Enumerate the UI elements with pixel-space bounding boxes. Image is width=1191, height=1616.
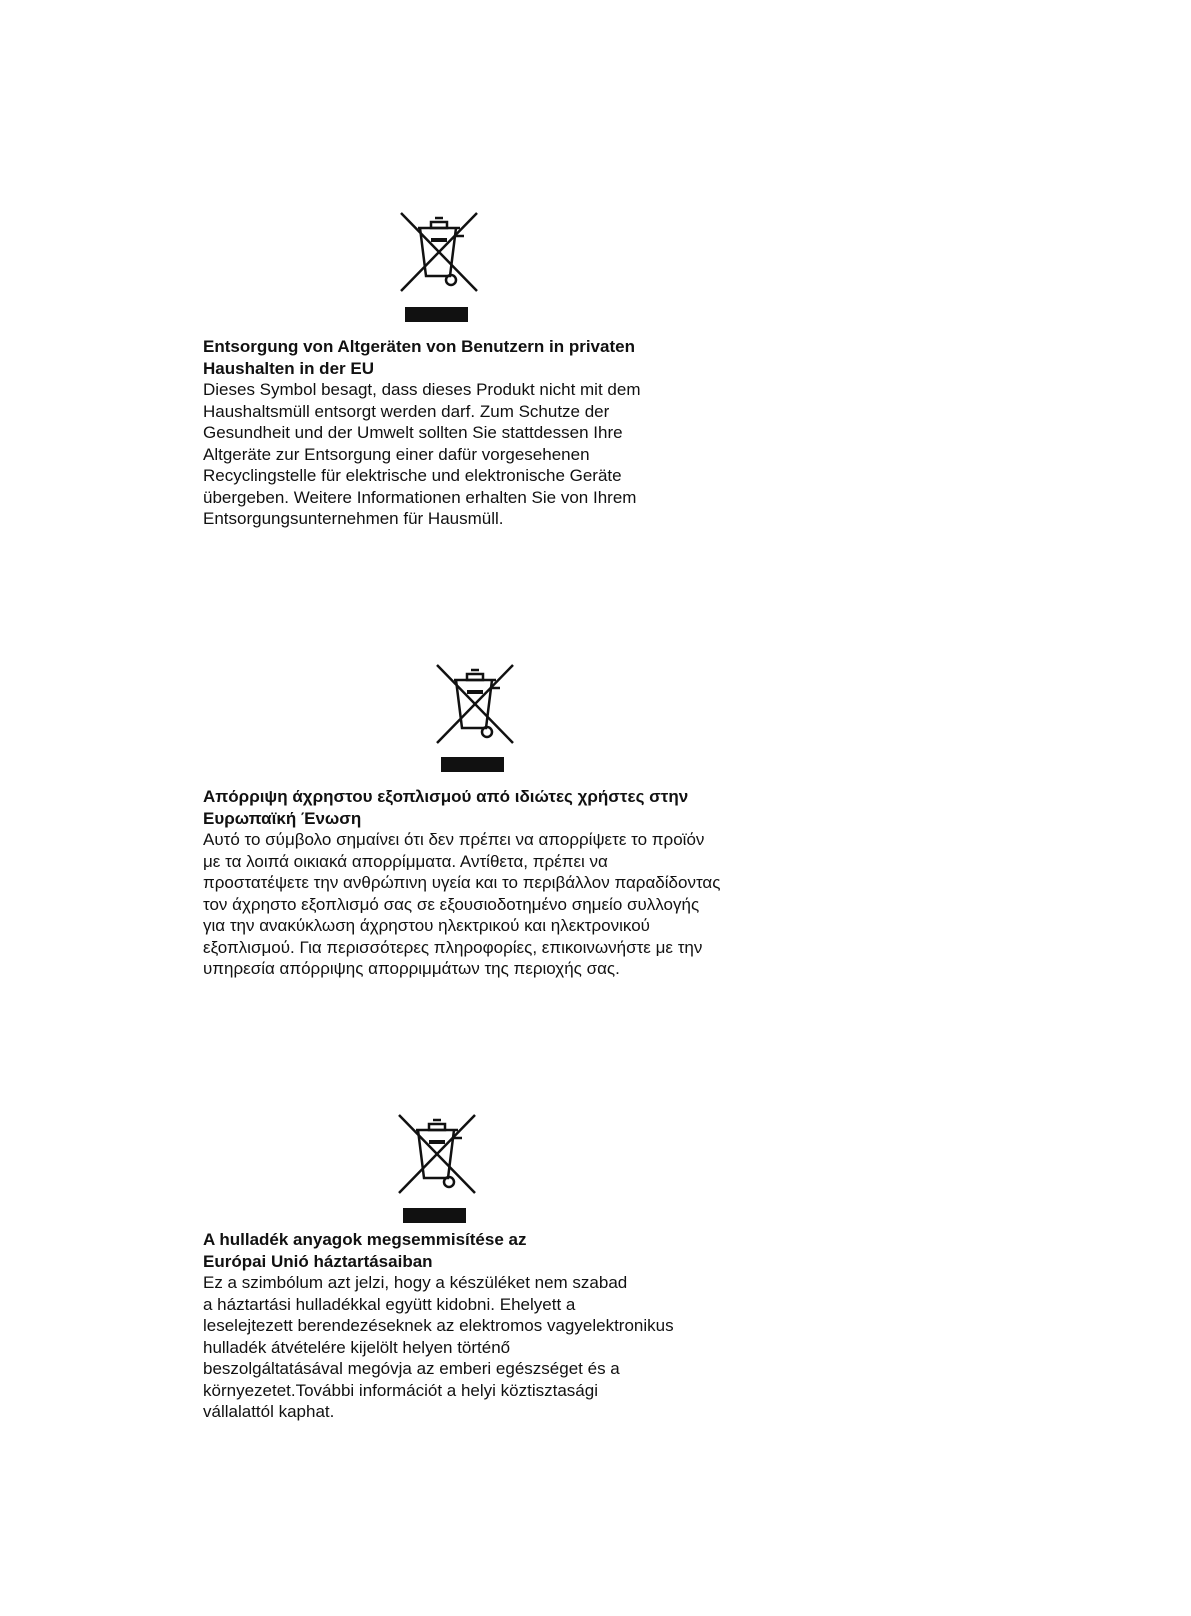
bin-underline-bar bbox=[403, 1208, 466, 1223]
crossed-out-wheelie-bin-icon bbox=[396, 1112, 478, 1196]
bin-underline-bar bbox=[405, 307, 468, 322]
section-text bbox=[203, 786, 720, 980]
section-body: Dieses Symbol besagt, dass dieses Produkt nicht mit dem Haushaltsmüll entsorgt werden darf. Zum Schutze der Gesundheit und der Umwelt sollten Sie stattdessen Ihre Altgeräte zur Entsorgung einer dafür vorgesehenen Recyclingstelle für elektrische und elektronische Geräte übergeben. Weitere Informationen erhalten Sie von Ihrem Entsorgungsunternehmen für Hausmüll. bbox=[203, 380, 641, 528]
section-body: Ez a szimbólum azt jelzi, hogy a készüléket nem szabad a háztartási hulladékkal együtt kidobni. Ehelyett a leselejtezett berendezéseknek az elektromos vagyelektronikus hulladék átvételére kijelölt helyen történő beszolgáltatásával megóvja az emberi egészséget és a környezetet.További információt a helyi köztisztasági vállalattól kaphat. bbox=[203, 1273, 674, 1421]
section-heading: Entsorgung von Altgeräten von Benutzern in privaten Haushalten in der EU bbox=[203, 337, 635, 378]
crossed-out-wheelie-bin-icon bbox=[434, 662, 516, 746]
section-body: Αυτό το σύμβολο σημαίνει ότι δεν πρέπει να απορρίψετε το προϊόν με τα λοιπά οικιακά απορρίμματα. Αντίθετα, πρέπει να προστατέψετε την ανθρώπινη υγεία και το περιβάλλον παραδίδοντας τον άχρηστο εξοπλισμό σας σε εξουσιοδοτημένο σημείο συλλογής για την ανακύκλωση άχρηστου ηλεκτρικού και ηλεκτρονικού εξοπλισμού. Για περισσότερες πληροφορίες, επικοινωνήστε με την υπηρεσία απόρριψης απορριμμάτων της περιοχής σας. bbox=[203, 830, 721, 978]
section-text bbox=[203, 1229, 674, 1423]
section-text bbox=[203, 336, 640, 530]
section-heading: A hulladék anyagok megsemmisítése az Európai Unió háztartásaiban bbox=[203, 1230, 527, 1271]
section-heading: Απόρριψη άχρηστου εξοπλισμού από ιδιώτες χρήστες στην Ευρωπαϊκή Ένωση bbox=[203, 787, 689, 828]
crossed-out-wheelie-bin-icon bbox=[398, 210, 480, 294]
bin-underline-bar bbox=[441, 757, 504, 772]
